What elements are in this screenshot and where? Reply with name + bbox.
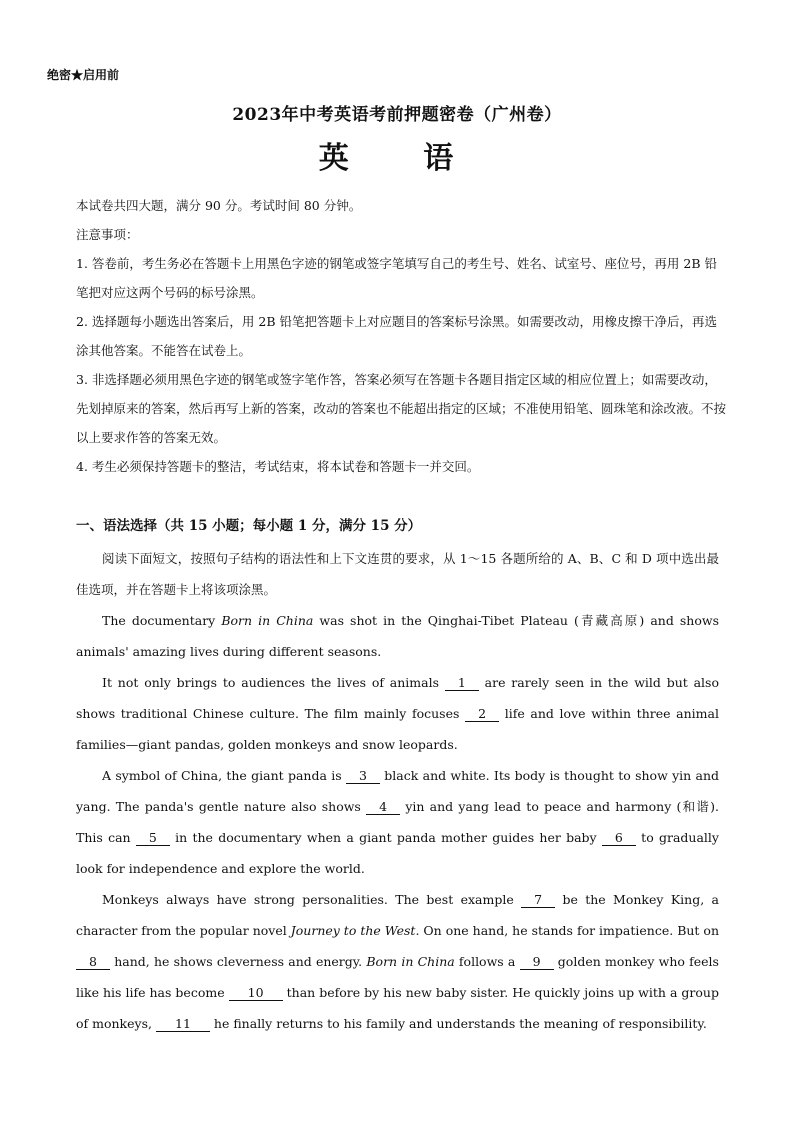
note-3: 3. 非选择题必须用黑色字迹的钢笔或签字笔作答，答案必须写在答题卡各题目指定区域的相应位置上；如需要改动，先划掉原来的答案，然后再写上新的答案，改动的答案也不能超出指定的区域；不准使用铅笔、圆珠笔和涂改液。不按以上要求作答的答案无效。 [76,372,727,445]
section-instructions: 阅读下面短文，按照句子结构的语法性和上下文连贯的要求，从 1～15 各题所给的 A、B、C 和 D 项中选出最佳选项，并在答题卡上将该项涂黑。 [76,551,719,597]
paragraph-4: Monkeys always have strong personalities. The best example 7 be the Monkey King, a character from the popular novel Journey to the West. On one hand, he stands for impatience. But on 8 hand, he shows cleverness and energy. Born in China follows a 9 golden monkey who feels like his life has become 10 than before by his new baby sister. He quickly joins up with a group of monkeys, 11 he finally returns to his family and understands the meaning of responsibility. [76,892,720,1031]
paragraph-1: The documentary Born in China was shot in the Qinghai-Tibet Plateau (青藏高原) and shows animals' amazing lives during different seasons. [76,613,720,659]
blank-9: 9 [520,955,554,970]
film-title: Born in China [221,613,314,628]
subject-title: 英 语 [318,141,476,176]
note-4: 4. 考生必须保持答题卡的整洁，考试结束，将本试卷和答题卡一并交回。 [76,459,480,474]
exam-title: 2023年中考英语考前押题密卷（广州卷） [232,105,562,125]
blank-2: 2 [465,707,499,722]
passage [76,543,719,1039]
blank-4: 4 [366,800,400,815]
novel-title: Journey to the West [290,923,416,938]
blank-1: 1 [445,676,479,691]
blank-7: 7 [521,893,555,908]
blank-5: 5 [136,831,170,846]
note-2: 2. 选择题每小题选出答案后，用 2B 铅笔把答题卡上对应题目的答案标号涂黑。如需要改动，用橡皮擦干净后，再选涂其他答案。不能答在试卷上。 [76,314,717,358]
blank-6: 6 [602,831,636,846]
paragraph-2: It not only brings to audiences the lives of animals 1 are rarely seen in the wild but also shows traditional Chinese culture. The film mainly focuses 2 life and love within three animal families—giant pandas, golden monkeys and snow leopards. [76,675,719,752]
confidential-label: 绝密★启用前 [47,68,120,82]
exam-info: 本试卷共四大题，满分 90 分。考试时间 80 分钟。 [76,198,362,213]
notes-title: 注意事项： [76,227,139,242]
paragraph-3: A symbol of China, the giant panda is 3 black and white. Its body is thought to show yin and yang. The panda's gentle nature also shows 4 yin and yang lead to peace and harmony (和谐). This can 5 in the documentary when a giant panda mother guides her baby 6 to gradually look for independence and explore the world. [76,768,720,876]
blank-3: 3 [346,769,380,784]
blank-8: 8 [76,955,110,970]
note-1: 1. 答卷前，考生务必在答题卡上用黑色字迹的钢笔或签字笔填写自己的考生号、姓名、试室号、座位号，再用 2B 铅笔把对应这两个号码的标号涂黑。 [76,256,717,300]
film-title-2: Born in China [366,954,455,969]
exam-instructions [76,191,726,481]
blank-10: 10 [229,986,283,1001]
section-heading: 一、语法选择（共 15 小题；每小题 1 分，满分 15 分） [76,518,422,534]
blank-11: 11 [156,1017,210,1032]
